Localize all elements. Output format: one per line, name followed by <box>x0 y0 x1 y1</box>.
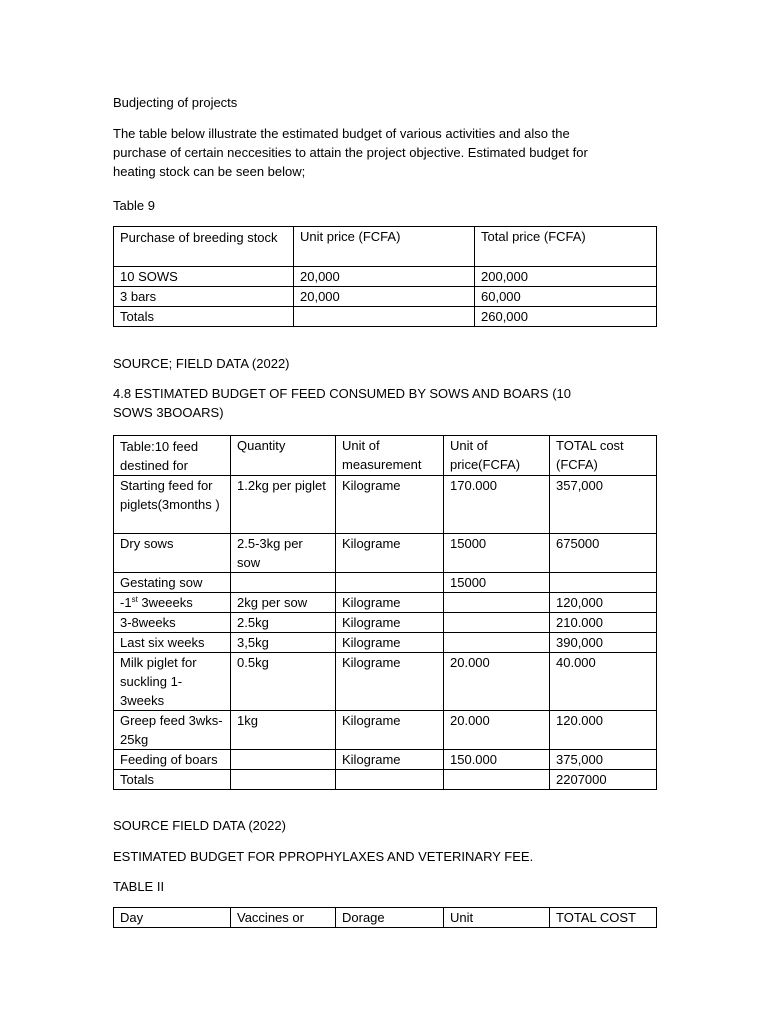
table-row <box>114 613 657 633</box>
table-cell: 2kg per sow <box>231 593 336 613</box>
table-row <box>114 908 657 928</box>
table11 <box>113 907 657 928</box>
table-cell: 2.5-3kg per sow <box>231 534 336 573</box>
table-cell: 200,000 <box>475 267 657 287</box>
table-cell: 390,000 <box>550 633 657 653</box>
table-cell: Feeding of boars <box>114 750 231 770</box>
table-header-cell: Quantity <box>231 436 336 476</box>
table-header-cell: Table:10 feed destined for <box>114 436 231 476</box>
table-cell: Kilograme <box>336 476 444 534</box>
table-cell: 15000 <box>444 573 550 593</box>
table-cell: 260,000 <box>475 307 657 327</box>
table-cell: Kilograme <box>336 593 444 613</box>
table-cell: Milk piglet for suckling 1-3weeks <box>114 653 231 711</box>
table-header-cell: Unit of measurement <box>336 436 444 476</box>
table-row <box>114 653 657 711</box>
cell-text: 3weeeks <box>137 595 193 610</box>
table-row <box>114 711 657 750</box>
table-cell: 210.000 <box>550 613 657 633</box>
table-cell <box>444 770 550 790</box>
section-4-8-heading: 4.8 ESTIMATED BUDGET OF FEED CONSUMED BY SOWS AND BOARS (10 SOWS 3BOOARS) <box>113 386 571 420</box>
table-cell: Dry sows <box>114 534 231 573</box>
table-cell: 20,000 <box>294 287 475 307</box>
table-row <box>114 227 657 267</box>
table-cell <box>114 593 231 613</box>
table-cell: 675000 <box>550 534 657 573</box>
table-row <box>114 593 657 613</box>
table-cell <box>336 573 444 593</box>
table-cell: 3 bars <box>114 287 294 307</box>
table-row <box>114 750 657 770</box>
table-cell: 20.000 <box>444 653 550 711</box>
table-cell: Kilograme <box>336 750 444 770</box>
table-cell <box>294 307 475 327</box>
table-cell: Kilograme <box>336 613 444 633</box>
table-cell: Starting feed for piglets(3months ) <box>114 476 231 534</box>
table-cell: Totals <box>114 770 231 790</box>
table-cell: Kilograme <box>336 711 444 750</box>
table-row <box>114 436 657 476</box>
table-cell: 2.5kg <box>231 613 336 633</box>
table-cell <box>444 613 550 633</box>
table-cell <box>231 770 336 790</box>
table-header-cell: TOTAL cost (FCFA) <box>550 436 657 476</box>
table-header-cell: TOTAL COST <box>550 908 657 928</box>
table-cell: 150.000 <box>444 750 550 770</box>
table-cell: 1.2kg per piglet <box>231 476 336 534</box>
table-cell <box>444 633 550 653</box>
table-cell: 1kg <box>231 711 336 750</box>
table9 <box>113 226 657 327</box>
ordinal-superscript: st <box>131 595 138 604</box>
table-cell <box>336 770 444 790</box>
table-cell <box>231 573 336 593</box>
table-header-cell: Vaccines or <box>231 908 336 928</box>
table-cell: 20.000 <box>444 711 550 750</box>
table-cell: Gestating sow <box>114 573 231 593</box>
table-cell <box>444 593 550 613</box>
table-cell: Kilograme <box>336 534 444 573</box>
table-cell: 15000 <box>444 534 550 573</box>
table-header-cell: Unit of price(FCFA) <box>444 436 550 476</box>
table-header-cell: Dorage <box>336 908 444 928</box>
table-cell: 40.000 <box>550 653 657 711</box>
table-cell: Greep feed 3wks-25kg <box>114 711 231 750</box>
table-cell: 120,000 <box>550 593 657 613</box>
table-row <box>114 267 657 287</box>
source-note-2: SOURCE FIELD DATA (2022) <box>113 818 286 833</box>
table-header-cell: Unit price (FCFA) <box>294 227 475 267</box>
table9-caption: Table 9 <box>113 198 155 213</box>
table-cell: 20,000 <box>294 267 475 287</box>
table-cell: 0.5kg <box>231 653 336 711</box>
table-cell: Totals <box>114 307 294 327</box>
table-header-cell: Unit <box>444 908 550 928</box>
table-cell: 10 SOWS <box>114 267 294 287</box>
table-cell: 3,5kg <box>231 633 336 653</box>
table-header-cell: Purchase of breeding stock <box>114 227 294 267</box>
table-cell <box>231 750 336 770</box>
table-row <box>114 633 657 653</box>
table-cell: 2207000 <box>550 770 657 790</box>
cell-text: -1 <box>120 595 132 610</box>
table-cell: 357,000 <box>550 476 657 534</box>
table-row <box>114 534 657 573</box>
table-cell: 120.000 <box>550 711 657 750</box>
prophylaxis-heading: ESTIMATED BUDGET FOR PPROPHYLAXES AND VETERINARY FEE. <box>113 849 534 864</box>
table-cell: Last six weeks <box>114 633 231 653</box>
table-cell: Kilograme <box>336 653 444 711</box>
table-row <box>114 307 657 327</box>
document-heading: Budjecting of projects <box>113 95 238 110</box>
table-row <box>114 770 657 790</box>
table-row <box>114 287 657 307</box>
table-row <box>114 573 657 593</box>
table-cell: 3-8weeks <box>114 613 231 633</box>
table-header-cell: Day <box>114 908 231 928</box>
table-row <box>114 476 657 534</box>
table-cell: 170.000 <box>444 476 550 534</box>
source-note-1: SOURCE; FIELD DATA (2022) <box>113 356 290 371</box>
table-cell: 375,000 <box>550 750 657 770</box>
table-header-cell: Total price (FCFA) <box>475 227 657 267</box>
table10 <box>113 435 657 790</box>
intro-paragraph: The table below illustrate the estimated budget of various activities and also the purchase of certain neccesities to attain the project objective. Estimated budget for heating stock can be seen below; <box>113 126 588 179</box>
table11-caption: TABLE II <box>113 879 165 894</box>
table-cell: Kilograme <box>336 633 444 653</box>
table-cell: 60,000 <box>475 287 657 307</box>
table-cell <box>550 573 657 593</box>
